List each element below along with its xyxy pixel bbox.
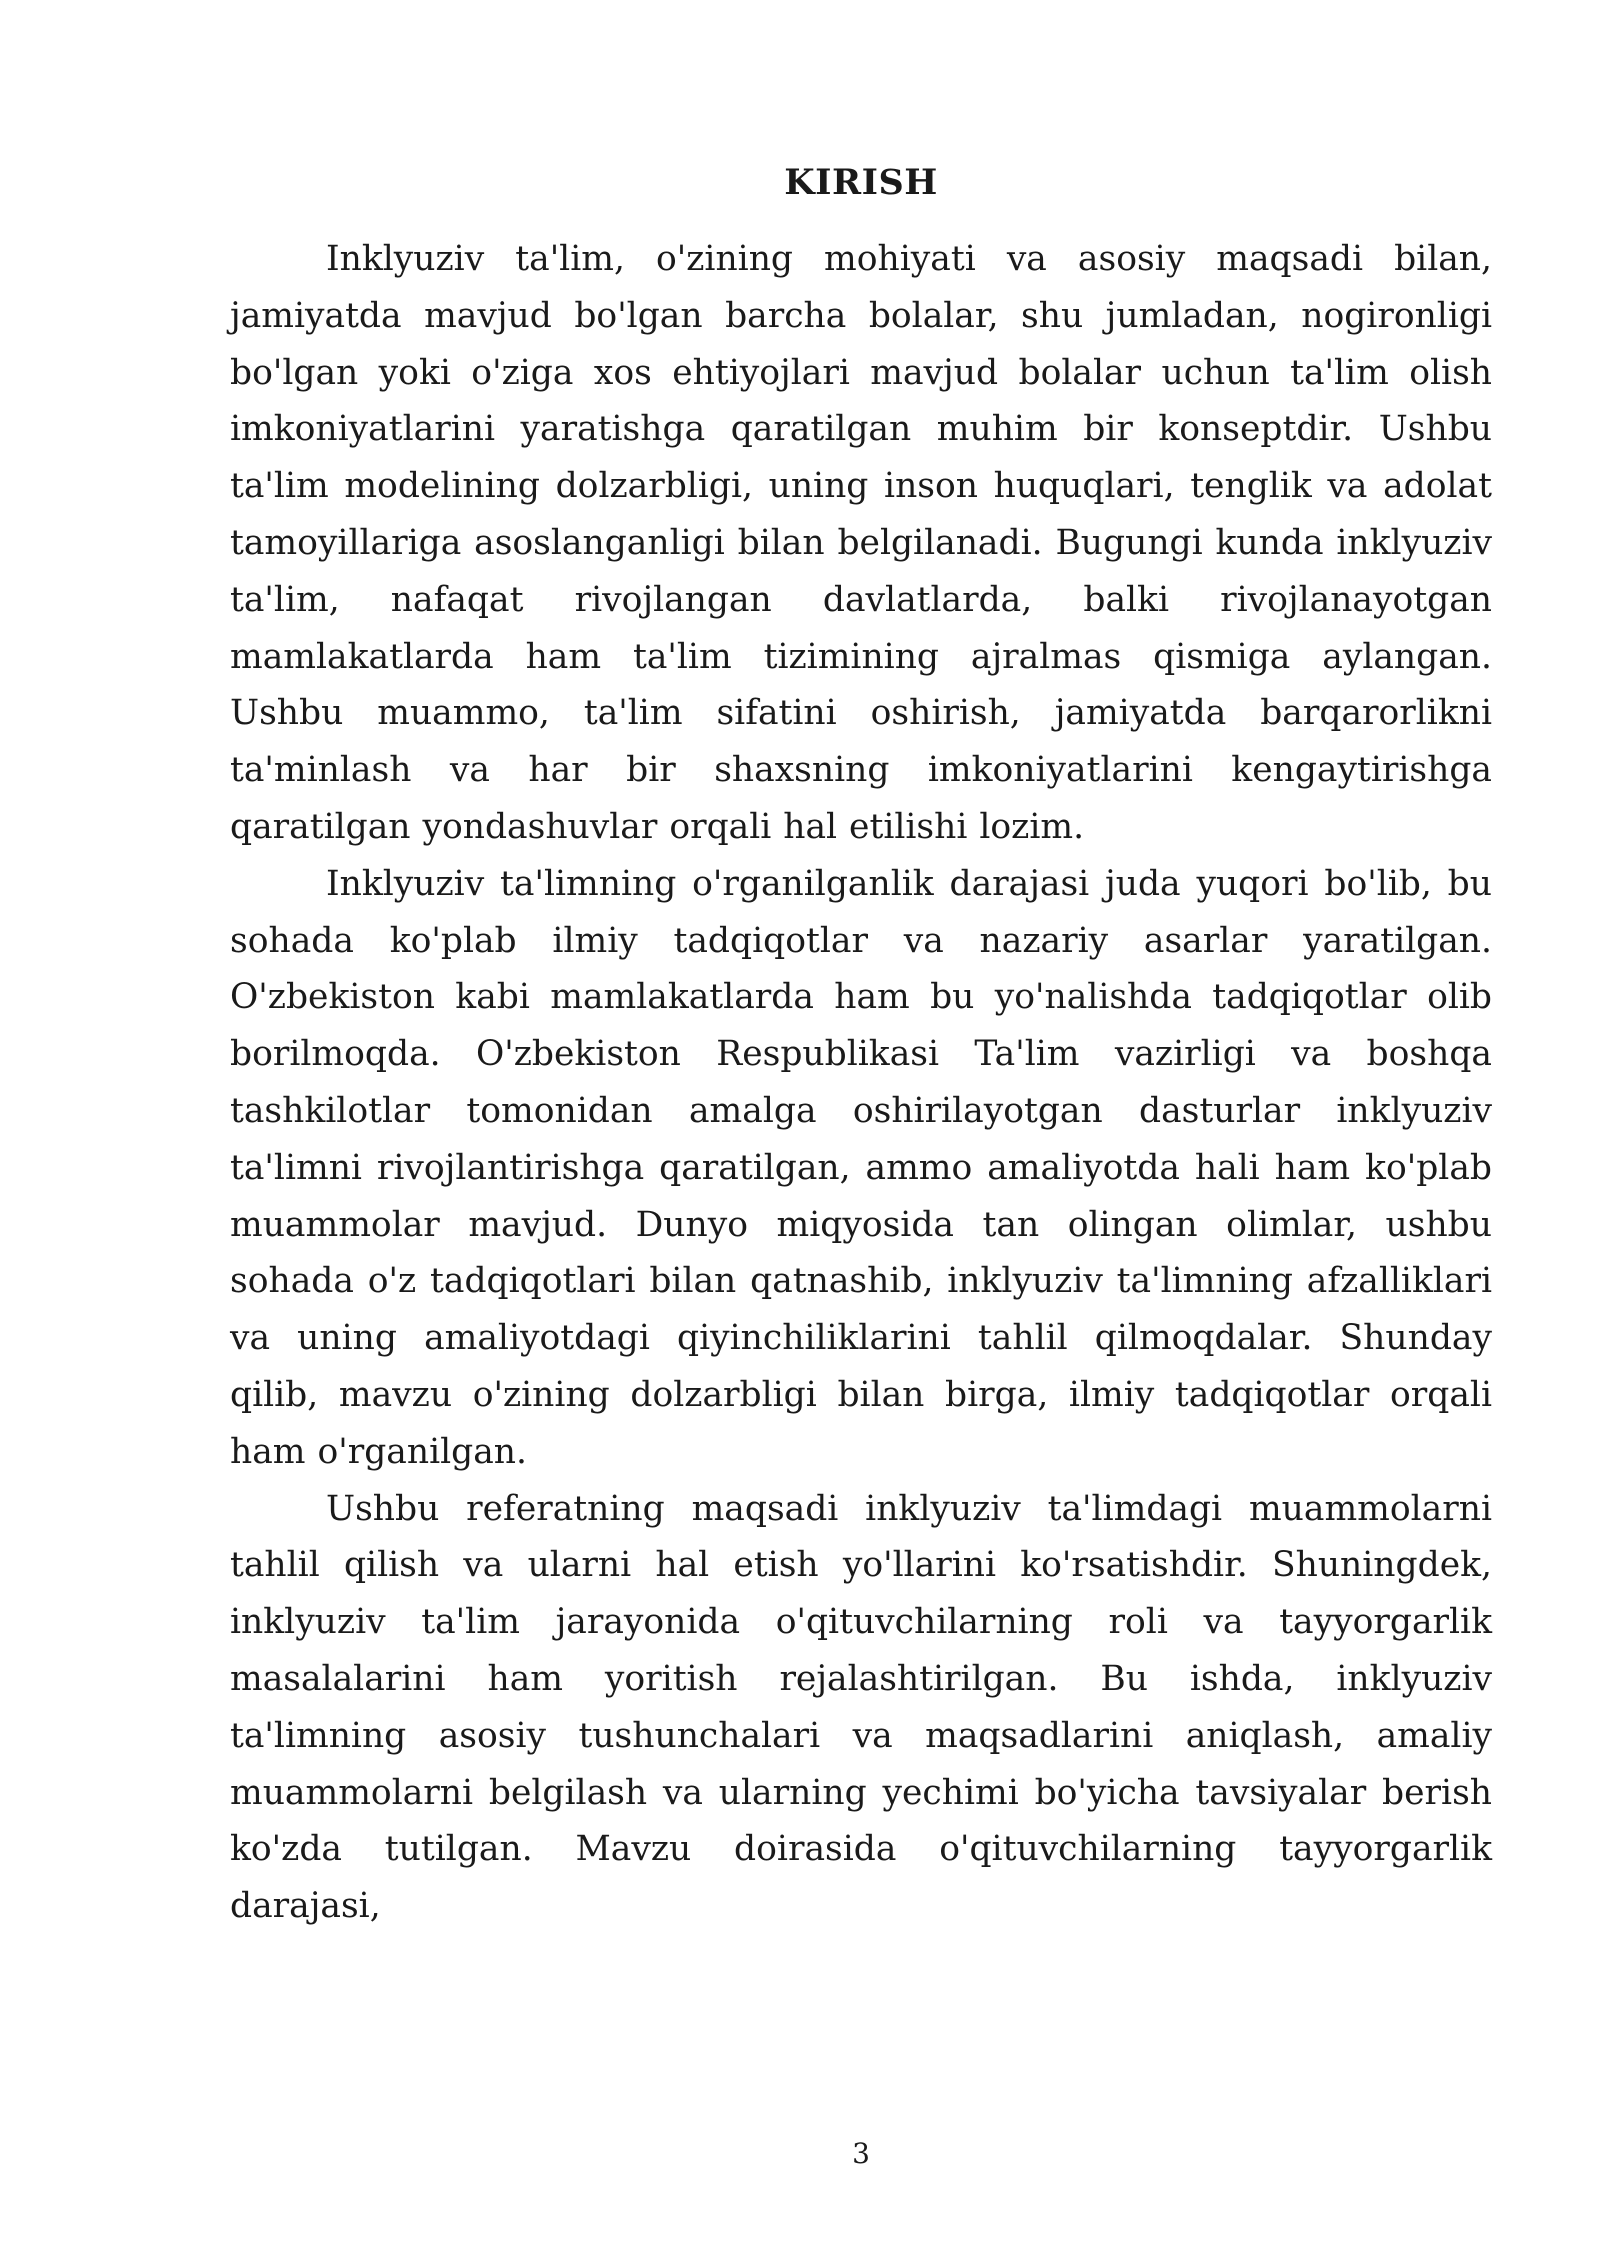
page-number: 3	[852, 2137, 870, 2170]
paragraph-1: Inklyuziv ta'lim, o'zining mohiyati va asosiy maqsadi bilan, jamiyatda mavjud bo'lgan barcha bolalar, shu jumladan, nogironligi bo'lgan yoki o'ziga xos ehtiyojlari mavjud bolalar uchun ta'lim olish imkoniyatlarini yaratishga qaratilgan muhim bir konseptdir. Ushbu ta'lim modelining dolzarbligi, uning inson huquqlari, tenglik va adolat tamoyillariga asoslanganligi bilan belgilanadi. Bugungi kunda inklyuziv ta'lim, nafaqat rivojlangan davlatlarda, balki rivojlanayotgan mamlakatlarda ham ta'lim tizimining ajralmas qismiga aylangan. Ushbu muammo, ta'lim sifatini oshirish, jamiyatda barqarorlikni ta'minlash va har bir shaxsning imkoniyatlarini kengaytirishga qaratilgan yondashuvlar orqali hal etilishi lozim.	[230, 239, 1492, 847]
section-title: KIRISH	[784, 162, 938, 203]
document-page	[230, 155, 1492, 1935]
paragraph-2: Inklyuziv ta'limning o'rganilganlik darajasi juda yuqori bo'lib, bu sohada ko'plab ilmiy tadqiqotlar va nazariy asarlar yaratilgan. O'zbekiston kabi mamlakatlarda ham bu yo'nalishda tadqiqotlar olib borilmoqda. O'zbekiston Respublikasi Ta'lim vazirligi va boshqa tashkilotlar tomonidan amalga oshirilayotgan dasturlar inklyuziv ta'limni rivojlantirishga qaratilgan, ammo amaliyotda hali ham ko'plab muammolar mavjud. Dunyo miqyosida tan olingan olimlar, ushbu sohada o'z tadqiqotlari bilan qatnashib, inklyuziv ta'limning afzalliklari va uning amaliyotdagi qiyinchiliklarini tahlil qilmoqdalar. Shunday qilib, mavzu o'zining dolzarbligi bilan birga, ilmiy tadqiqotlar orqali ham o'rganilgan.	[230, 863, 1492, 1472]
paragraph-3: Ushbu referatning maqsadi inklyuziv ta'limdagi muammolarni tahlil qilish va ularni hal etish yo'llarini ko'rsatishdir. Shuningdek, inklyuziv ta'lim jarayonida o'qituvchilarning roli va tayyorgarlik masalalarini ham yoritish rejalashtirilgan. Bu ishda, inklyuziv ta'limning asosiy tushunchalari va maqsadlarini aniqlash, amaliy muammolarni belgilash va ularning yechimi bo'yicha tavsiyalar berish ko'zda tutilgan. Mavzu doirasida o'qituvchilarning tayyorgarlik darajasi,	[230, 1488, 1492, 1927]
